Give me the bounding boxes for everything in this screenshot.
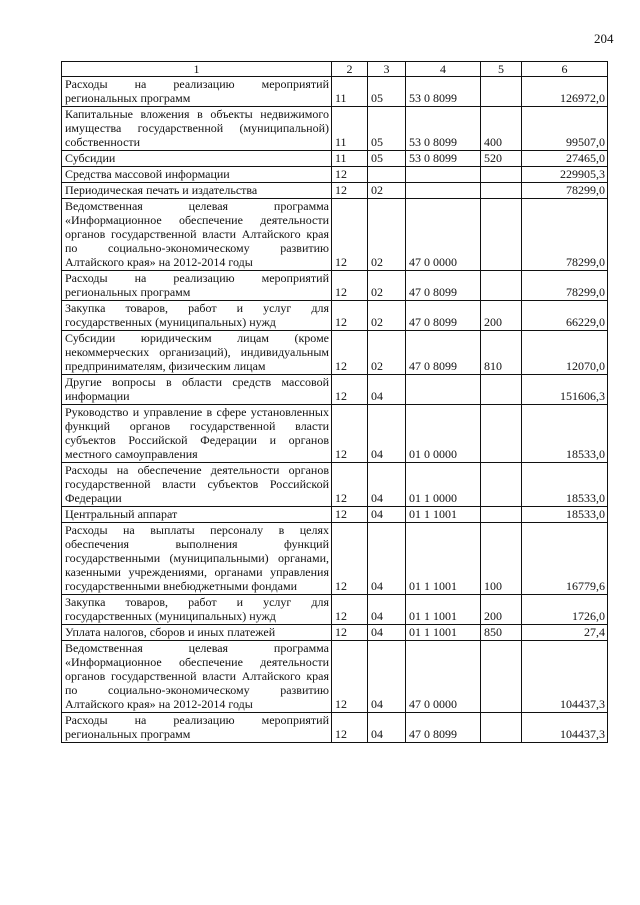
amount-cell: 78299,0 <box>522 183 608 199</box>
expense-type-cell <box>481 167 522 183</box>
name-cell: Субсидии <box>62 151 332 167</box>
name-cell: Центральный аппарат <box>62 507 332 523</box>
subsection-cell: 04 <box>368 595 406 625</box>
subsection-cell: 04 <box>368 523 406 595</box>
expense-type-cell: 100 <box>481 523 522 595</box>
expense-type-cell: 200 <box>481 301 522 331</box>
expense-type-cell <box>481 507 522 523</box>
subsection-cell <box>368 167 406 183</box>
expense-type-cell <box>481 199 522 271</box>
name-cell: Расходы на выплаты персоналу в целях обеспечения выполнения функций государственными (муниципальными) органами, казенными учреждениями, органами управления государственными внебюджетными фондами <box>62 523 332 595</box>
amount-cell: 27,4 <box>522 625 608 641</box>
amount-cell: 16779,6 <box>522 523 608 595</box>
header-cell-5: 5 <box>481 62 522 77</box>
name-cell: Расходы на обеспечение деятельности органов государственной власти субъектов Российской Федерации <box>62 463 332 507</box>
name-cell: Закупка товаров, работ и услуг для государственных (муниципальных) нужд <box>62 595 332 625</box>
section-cell: 12 <box>332 713 368 743</box>
table-row <box>62 167 608 183</box>
table-row <box>62 183 608 199</box>
section-cell: 11 <box>332 151 368 167</box>
name-cell: Расходы на реализацию мероприятий региональных программ <box>62 713 332 743</box>
table-row <box>62 151 608 167</box>
table-row <box>62 107 608 151</box>
subsection-cell: 02 <box>368 199 406 271</box>
table-row <box>62 77 608 107</box>
amount-cell: 12070,0 <box>522 331 608 375</box>
subsection-cell: 04 <box>368 641 406 713</box>
section-cell: 11 <box>332 107 368 151</box>
amount-cell: 18533,0 <box>522 405 608 463</box>
expense-type-cell <box>481 713 522 743</box>
section-cell: 12 <box>332 641 368 713</box>
amount-cell: 18533,0 <box>522 463 608 507</box>
subsection-cell: 04 <box>368 375 406 405</box>
target-article-cell: 47 0 0000 <box>406 199 481 271</box>
amount-cell: 104437,3 <box>522 713 608 743</box>
target-article-cell: 47 0 0000 <box>406 641 481 713</box>
name-cell: Капитальные вложения в объекты недвижимого имущества государственной (муниципальной) собственности <box>62 107 332 151</box>
name-cell: Руководство и управление в сфере установленных функций органов государственной власти субъектов Российской Федерации и органов местного самоуправления <box>62 405 332 463</box>
table-row <box>62 463 608 507</box>
section-cell: 12 <box>332 523 368 595</box>
expense-type-cell <box>481 183 522 199</box>
subsection-cell: 04 <box>368 713 406 743</box>
target-article-cell: 53 0 8099 <box>406 107 481 151</box>
subsection-cell: 02 <box>368 271 406 301</box>
header-cell-2: 2 <box>332 62 368 77</box>
expense-type-cell <box>481 375 522 405</box>
name-cell: Уплата налогов, сборов и иных платежей <box>62 625 332 641</box>
section-cell: 12 <box>332 167 368 183</box>
name-cell: Средства массовой информации <box>62 167 332 183</box>
amount-cell: 18533,0 <box>522 507 608 523</box>
name-cell: Субсидии юридическим лицам (кроме некоммерческих организаций), индивидуальным предпринимателям, физическим лицам <box>62 331 332 375</box>
amount-cell: 66229,0 <box>522 301 608 331</box>
name-cell: Расходы на реализацию мероприятий региональных программ <box>62 77 332 107</box>
expense-type-cell: 400 <box>481 107 522 151</box>
subsection-cell: 04 <box>368 507 406 523</box>
name-cell: Расходы на реализацию мероприятий региональных программ <box>62 271 332 301</box>
header-row <box>62 62 608 77</box>
amount-cell: 229905,3 <box>522 167 608 183</box>
amount-cell: 99507,0 <box>522 107 608 151</box>
section-cell: 12 <box>332 595 368 625</box>
header-cell-3: 3 <box>368 62 406 77</box>
target-article-cell: 47 0 8099 <box>406 301 481 331</box>
target-article-cell: 53 0 8099 <box>406 151 481 167</box>
subsection-cell: 02 <box>368 331 406 375</box>
table-row <box>62 595 608 625</box>
amount-cell: 104437,3 <box>522 641 608 713</box>
header-cell-1: 1 <box>62 62 332 77</box>
expense-type-cell: 850 <box>481 625 522 641</box>
section-cell: 12 <box>332 199 368 271</box>
expense-type-cell: 200 <box>481 595 522 625</box>
target-article-cell: 01 1 1001 <box>406 523 481 595</box>
section-cell: 12 <box>332 331 368 375</box>
expense-type-cell <box>481 463 522 507</box>
section-cell: 11 <box>332 77 368 107</box>
target-article-cell <box>406 183 481 199</box>
section-cell: 12 <box>332 183 368 199</box>
target-article-cell: 01 1 1001 <box>406 507 481 523</box>
section-cell: 12 <box>332 507 368 523</box>
table-row <box>62 331 608 375</box>
section-cell: 12 <box>332 301 368 331</box>
name-cell: Ведомственная целевая программа «Информационное обеспечение деятельности органов государственной власти Алтайского края по социально-экономическому развитию Алтайского края» на 2012-2014 годы <box>62 199 332 271</box>
subsection-cell: 05 <box>368 151 406 167</box>
subsection-cell: 04 <box>368 405 406 463</box>
expense-type-cell <box>481 641 522 713</box>
expense-type-cell: 810 <box>481 331 522 375</box>
subsection-cell: 05 <box>368 107 406 151</box>
expense-type-cell <box>481 405 522 463</box>
table-row <box>62 507 608 523</box>
header-cell-4: 4 <box>406 62 481 77</box>
subsection-cell: 02 <box>368 183 406 199</box>
target-article-cell: 01 1 1001 <box>406 595 481 625</box>
table-row <box>62 523 608 595</box>
section-cell: 12 <box>332 463 368 507</box>
budget-table <box>61 61 608 743</box>
amount-cell: 1726,0 <box>522 595 608 625</box>
target-article-cell: 47 0 8099 <box>406 713 481 743</box>
target-article-cell <box>406 167 481 183</box>
name-cell: Закупка товаров, работ и услуг для государственных (муниципальных) нужд <box>62 301 332 331</box>
table-row <box>62 713 608 743</box>
expense-type-cell <box>481 271 522 301</box>
target-article-cell: 47 0 8099 <box>406 271 481 301</box>
table-row <box>62 375 608 405</box>
target-article-cell: 53 0 8099 <box>406 77 481 107</box>
section-cell: 12 <box>332 625 368 641</box>
amount-cell: 151606,3 <box>522 375 608 405</box>
page-number: 204 <box>594 31 614 46</box>
section-cell: 12 <box>332 405 368 463</box>
amount-cell: 78299,0 <box>522 199 608 271</box>
header-cell-6: 6 <box>522 62 608 77</box>
table-row <box>62 405 608 463</box>
target-article-cell: 01 0 0000 <box>406 405 481 463</box>
expense-type-cell <box>481 77 522 107</box>
target-article-cell: 01 1 1001 <box>406 625 481 641</box>
amount-cell: 78299,0 <box>522 271 608 301</box>
target-article-cell: 47 0 8099 <box>406 331 481 375</box>
section-cell: 12 <box>332 375 368 405</box>
target-article-cell: 01 1 0000 <box>406 463 481 507</box>
table-row <box>62 301 608 331</box>
table-row <box>62 199 608 271</box>
name-cell: Периодическая печать и издательства <box>62 183 332 199</box>
name-cell: Другие вопросы в области средств массовой информации <box>62 375 332 405</box>
subsection-cell: 02 <box>368 301 406 331</box>
subsection-cell: 04 <box>368 463 406 507</box>
section-cell: 12 <box>332 271 368 301</box>
subsection-cell: 05 <box>368 77 406 107</box>
target-article-cell <box>406 375 481 405</box>
table-row <box>62 641 608 713</box>
table-row <box>62 271 608 301</box>
table-row <box>62 625 608 641</box>
name-cell: Ведомственная целевая программа «Информационное обеспечение деятельности органов государственной власти Алтайского края по социально-экономическому развитию Алтайского края» на 2012-2014 годы <box>62 641 332 713</box>
amount-cell: 126972,0 <box>522 77 608 107</box>
amount-cell: 27465,0 <box>522 151 608 167</box>
expense-type-cell: 520 <box>481 151 522 167</box>
subsection-cell: 04 <box>368 625 406 641</box>
